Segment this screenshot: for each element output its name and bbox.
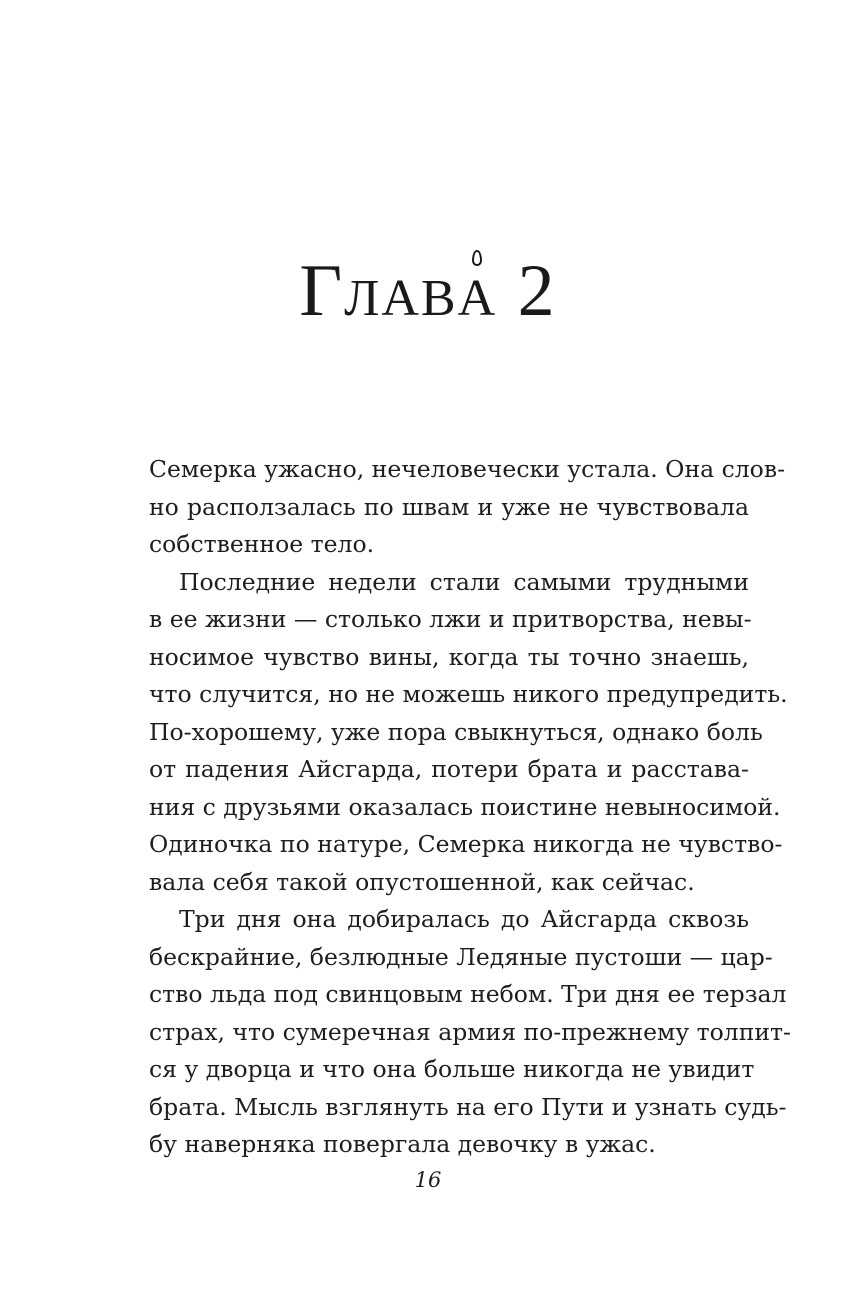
- text-line: бескрайние, безлюдные Ледяные пустоши — цар-: [149, 942, 773, 971]
- paragraph-3: [149, 901, 791, 1164]
- text-line: от падения Айсгарда, потери брата и расстава-: [149, 755, 749, 783]
- text-line: брата. Мысль взглянуть на его Пути и узнать судь-: [149, 1092, 787, 1121]
- text-line: бу наверняка повергала девочку в ужас.: [149, 1130, 656, 1158]
- text-line: Последние недели стали самыми трудными: [179, 567, 749, 596]
- text-line: собственное тело.: [149, 530, 375, 558]
- chapter-word-start: Г: [299, 250, 345, 332]
- page-number: 16: [414, 1168, 442, 1192]
- chapter-text: [149, 451, 791, 1164]
- text-line: вала себя такой опустошенной, как сейчас.: [149, 867, 695, 896]
- paragraph-1: [149, 451, 786, 564]
- text-line: Одиночка по натуре, Семерка никогда не чувство-: [149, 830, 783, 858]
- chapter-title: [0, 246, 856, 344]
- text-line: ния с друзьями оказалась поистине невыносимой.: [149, 792, 781, 821]
- paragraph-2: [149, 564, 788, 902]
- chapter-number: 2: [517, 250, 557, 332]
- chapter-word-end: А: [457, 270, 498, 327]
- text-line: По-хорошему, уже пора свыкнуться, однако боль: [149, 717, 763, 746]
- text-line: страх, что сумеречная армия по-прежнему толпит-: [149, 1017, 791, 1046]
- text-line: носимое чувство вины, когда ты точно знаешь,: [149, 642, 749, 671]
- chapter-word-ornamented-letter: [458, 246, 498, 344]
- text-line: Семерка ужасно, нечеловечески устала. Она слов-: [149, 455, 786, 483]
- text-line: что случится, но не можешь никого предупредить.: [149, 680, 788, 708]
- text-line: ство льда под свинцовым небом. Три дня ее терзал: [149, 980, 787, 1008]
- flame-icon: [472, 250, 482, 266]
- chapter-word-middle: ЛАВ: [344, 270, 458, 327]
- text-line: в ее жизни — столько лжи и притворства, невы-: [149, 605, 752, 633]
- text-line: ся у дворца и что она больше никогда не увидит: [149, 1055, 755, 1083]
- text-line: Три дня она добиралась до Айсгарда сквозь: [179, 905, 749, 933]
- text-line: но расползалась по швам и уже не чувствовала: [149, 492, 749, 521]
